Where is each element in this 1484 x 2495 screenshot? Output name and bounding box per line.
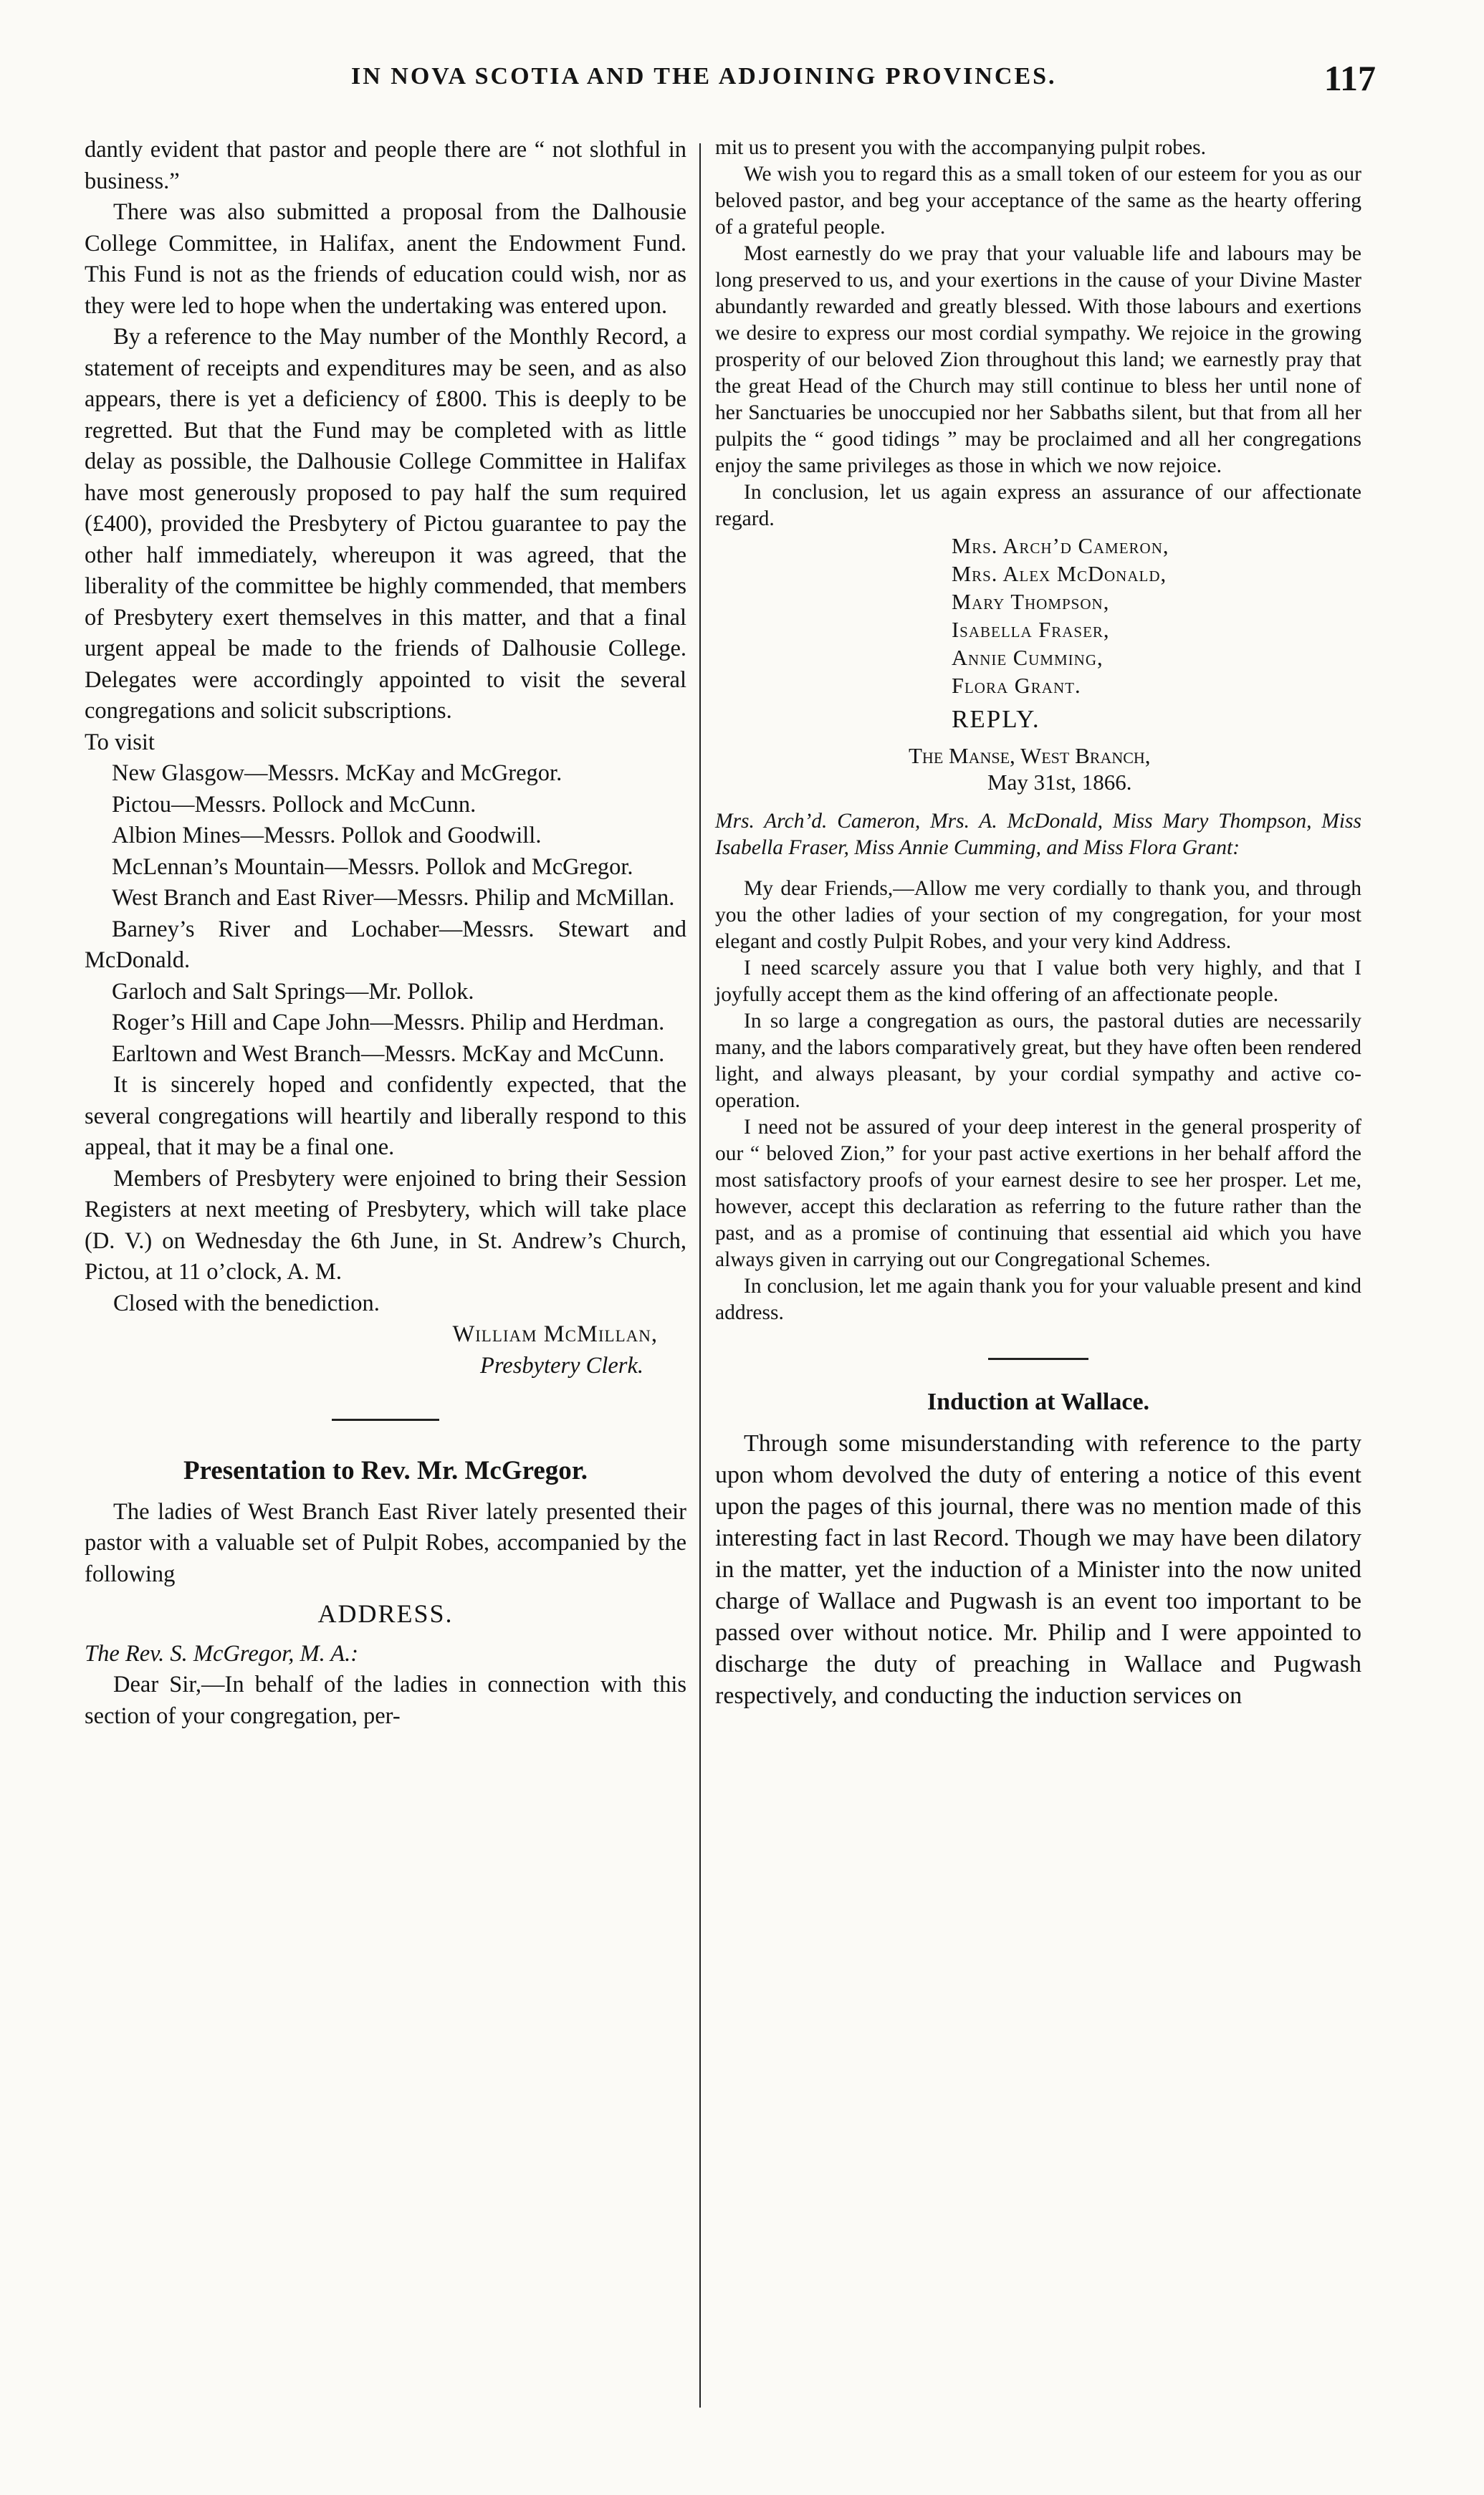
presentation-text: The ladies of West Branch East River lately presented their pastor with a valuable set of Pulpit Robes, accompanied by the following xyxy=(85,1498,686,1587)
visit-entry: Roger’s Hill and Cape John—Messrs. Philip and Herdman. xyxy=(112,1010,665,1035)
running-head: IN NOVA SCOTIA AND THE ADJOINING PROVINCES. xyxy=(351,63,1057,90)
section-rule xyxy=(332,1419,439,1421)
paragraph: dantly evident that pastor and people there are “ not slothful in business.” xyxy=(85,137,686,194)
page-header xyxy=(79,58,1376,106)
reply-paragraph: I need scarcely assure you that I value both very highly, and that I joyfully accept them as the kind offering of an affectionate people. xyxy=(715,957,1361,1006)
signature-name: William McMillan, xyxy=(452,1321,658,1347)
visit-entry: Albion Mines—Messrs. Pollok and Goodwill. xyxy=(112,823,542,848)
signatory: Mrs. Arch’d Cameron, xyxy=(952,534,1169,558)
reply-paragraph: In so large a congregation as ours, the pastoral duties are necessarily many, and the labors comparatively great, but they have often been rendered light, and always pleasant, by your cordial sympathy and active co-operation. xyxy=(715,1010,1361,1112)
address-paragraph: mit us to present you with the accompanying pulpit robes. xyxy=(715,136,1206,159)
visit-entry: Earltown and West Branch—Messrs. McKay and McCunn. xyxy=(112,1040,665,1067)
column-divider xyxy=(699,143,701,2408)
paragraph: It is sincerely hoped and confidently expected, that the several congregations will heartily and liberally respond to this appeal, that it may be a final one. xyxy=(85,1072,686,1160)
address-start: Dear Sir,—In behalf of the ladies in connection with this section of your congregation, per- xyxy=(85,1672,686,1729)
left-column xyxy=(85,135,686,1732)
section-rule xyxy=(988,1358,1088,1360)
address-paragraph: We wish you to regard this as a small token of our esteem for you as our beloved pastor, and beg your acceptance of the same as the hearty offering of a grateful people. xyxy=(715,163,1361,239)
reply-place: The Manse, West Branch, xyxy=(909,743,1151,768)
presentation-heading: Presentation to Rev. Mr. McGregor. xyxy=(183,1456,588,1485)
signature-title: Presbytery Clerk. xyxy=(479,1352,643,1379)
reply-addressees: Mrs. Arch’d. Cameron, Mrs. A. McDonald, Miss Mary Thompson, Miss Isabella Fraser, Miss Annie Cumming, and Miss Flora Grant: xyxy=(715,810,1361,859)
paragraph: Members of Presbytery were enjoined to bring their Session Registers at next meeting of Presbytery, which will take place (D. V.) on Wednesday the 6th June, in St. Andrew’s Church, Pictou, at 11 o’clock, A. M. xyxy=(85,1165,686,1285)
address-paragraph: Most earnestly do we pray that your valuable life and labours may be long preserved to us, and your exertions in the cause of your Divine Master abundantly rewarded and greatly blessed. With those labours and exertions we desire to express our most cordial sympathy. We rejoice in the growing prosperity of our beloved Zion throughout this land; we earnestly pray that the great Head of the Church may still continue to bless her until none of her Sanctuaries be unoccupied nor her Sabbaths silent, but that from all her pulpits the “ good tidings ” may be proclaimed and all her congregations enjoy the same privileges as those in which we now rejoice. xyxy=(715,242,1361,477)
reply-date: May 31st, 1866. xyxy=(987,770,1132,795)
signatory: Annie Cumming, xyxy=(952,646,1104,670)
paragraph: Closed with the benediction. xyxy=(113,1290,380,1316)
visit-entry: West Branch and East River—Messrs. Philip and McMillan. xyxy=(112,885,675,911)
reply-heading: REPLY. xyxy=(952,705,1040,733)
visit-entry: New Glasgow—Messrs. McKay and McGregor. xyxy=(112,760,563,786)
signatory: Mary Thompson, xyxy=(952,590,1110,614)
right-column xyxy=(715,135,1361,1712)
induction-heading: Induction at Wallace. xyxy=(927,1389,1150,1415)
signatory: Flora Grant. xyxy=(952,674,1081,698)
page-number: 117 xyxy=(1323,58,1376,98)
reply-paragraph: In conclusion, let me again thank you for your valuable present and kind address. xyxy=(715,1275,1361,1324)
visit-entry: Barney’s River and Lochaber—Messrs. Stewart and McDonald. xyxy=(85,916,686,973)
address-heading: ADDRESS. xyxy=(317,1599,454,1628)
address-paragraph: In conclusion, let us again express an assurance of our affectionate regard. xyxy=(715,481,1361,530)
signatory: Isabella Fraser, xyxy=(952,618,1110,642)
paragraph: By a reference to the May number of the Monthly Record, a statement of receipts and expenditures may be seen, and as also appears, there is yet a deficiency of £800. This is deeply to be regretted. But that the Fund may be completed with as little delay as possible, the Dalhousie College Committee in Halifax have most generously proposed to pay half the sum required (£400), provided the Presbytery of Pictou guarantee to pay the other half immediately, whereupon it was agreed, that the liberality of the committee be highly commended, that members of Presbytery exert themselves in this matter, and that a final urgent appeal be made to the friends of Dalhousie College. Delegates were accordingly appointed to visit the several congregations and solicit subscriptions. xyxy=(85,324,686,724)
reply-paragraph: My dear Friends,—Allow me very cordially to thank you, and through you the other ladies of your section of my congregation, for your most elegant and costly Pulpit Robes, and your very kind Address. xyxy=(715,877,1361,953)
paragraph: There was also submitted a proposal from the Dalhousie College Committee, in Halifax, anent the Endowment Fund. This Fund is not as the friends of education could wish, nor as they were led to hope when the undertaking was entered upon. xyxy=(85,199,686,319)
to-visit-label: To visit xyxy=(85,729,155,755)
reply-paragraph: I need not be assured of your deep interest in the general prosperity of our “ beloved Zion,” for your past active exertions in her behalf afford the most satisfactory proofs of your earnest desire to see her prosper. Let me, however, accept this declaration as referring to the future rather than the past, and as a promise of continuing that essential aid which you have always given in carrying out our Congregational Schemes. xyxy=(715,1116,1361,1271)
signatories xyxy=(952,532,1361,700)
induction-text: Through some misunderstanding with reference to the party upon whom devolved the duty of entering a notice of this event upon the pages of this journal, there was no mention made of this interesting fact in last Record. Though we may have been dilatory in the matter, yet the induction of a Minister into the now united charge of Wallace and Pugwash is an event too important to be passed over without notice. Mr. Philip and I were appointed to discharge the duty of preaching in Wallace and Pugwash respectively, and conducting the induction services on xyxy=(715,1430,1361,1709)
address-salutation: The Rev. S. McGregor, M. A.: xyxy=(85,1640,359,1667)
visit-entry: McLennan’s Mountain—Messrs. Pollok and McGregor. xyxy=(112,853,633,880)
signatory: Mrs. Alex McDonald, xyxy=(952,562,1167,586)
visit-entry: Garloch and Salt Springs—Mr. Pollok. xyxy=(112,978,474,1005)
visit-entry: Pictou—Messrs. Pollock and McCunn. xyxy=(112,791,477,818)
